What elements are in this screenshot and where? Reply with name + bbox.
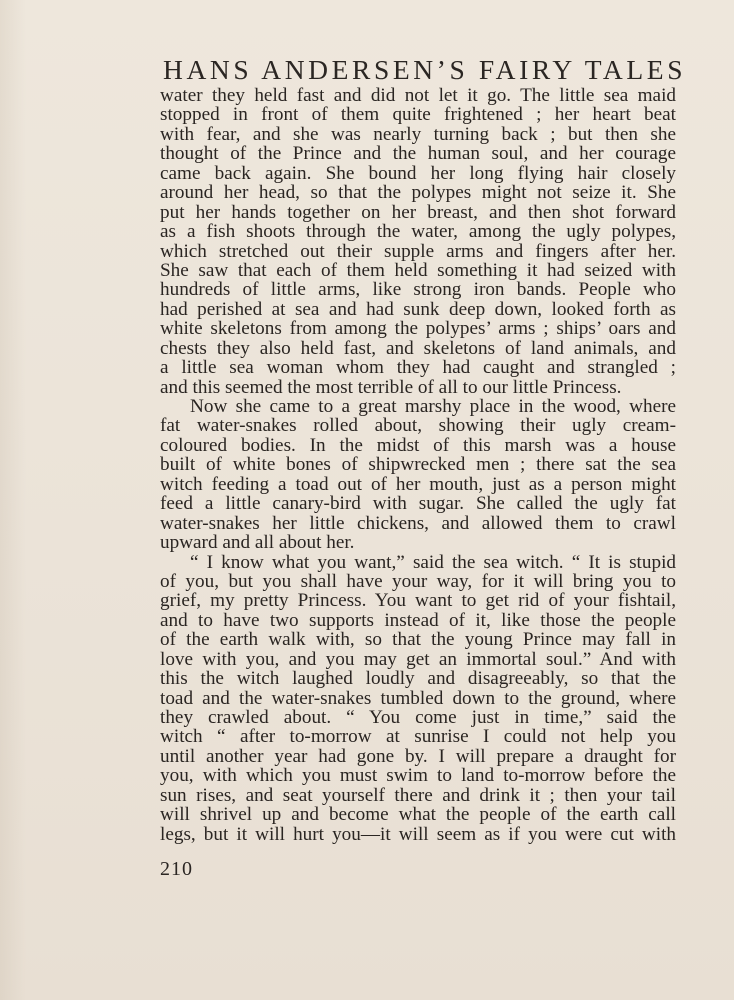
text-line: She saw that each of them held something it had seized with: [160, 259, 676, 281]
text-line: had perished at sea and had sunk deep down, looked forth as: [160, 298, 676, 320]
body-text: [160, 86, 676, 844]
text-line: coloured bodies. In the midst of this marsh was a house: [160, 434, 676, 456]
text-line: as a fish shoots through the water, among the ugly polypes,: [160, 221, 676, 243]
text-line: a little sea woman whom they had caught and strangled ;: [160, 357, 676, 379]
running-head: HANS ANDERSEN’S FAIRY TALES: [163, 54, 687, 85]
text-line: chests they also held fast, and skeletons of land animals, and: [160, 337, 676, 359]
text-line: with fear, and she was nearly turning back ; but then she: [160, 123, 676, 145]
text-line: grief, my pretty Princess. You want to get rid of your fishtail,: [160, 590, 676, 612]
text-line: built of white bones of shipwrecked men ; there sat the sea: [160, 454, 676, 476]
text-line: you, with which you must swim to land to-morrow before the: [160, 765, 676, 787]
text-line: legs, but it will hurt you—it will seem as if you were cut with: [160, 823, 676, 845]
text-line: they crawled about. “ You come just in time,” said the: [160, 707, 676, 728]
text-line: feed a little canary-bird with sugar. She called the ugly fat: [160, 493, 676, 515]
text-line: will shrivel up and become what the people of the earth call: [160, 804, 676, 826]
text-line: of the earth walk with, so that the young Prince may fall in: [160, 629, 676, 651]
page-number: 210: [160, 858, 193, 880]
text-line: thought of the Prince and the human soul, and her courage: [160, 143, 676, 165]
text-line: white skeletons from among the polypes’ arms ; ships’ oars and: [160, 318, 676, 340]
text-line: around her head, so that the polypes might not seize it. She: [160, 182, 676, 204]
paragraph-first-line: “ I know what you want,” said the sea witch. “ It is stupid: [190, 551, 676, 573]
text-line: which stretched out their supple arms and fingers after her.: [160, 240, 676, 262]
text-line: toad and the water-snakes tumbled down to the ground, where: [160, 687, 676, 709]
text-line: fat water-snakes rolled about, showing their ugly cream-: [160, 415, 676, 437]
text-line: put her hands together on her breast, and then shot forward: [160, 201, 676, 223]
text-line: stopped in front of them quite frightened ; her heart beat: [160, 104, 676, 126]
text-line: and to have two supports instead of it, like those the people: [160, 609, 676, 631]
text-line: hundreds of little arms, like strong iron bands. People who: [160, 279, 676, 301]
text-line: until another year had gone by. I will prepare a draught for: [160, 745, 676, 767]
text-line: upward and all about her.: [160, 532, 355, 554]
text-line: water-snakes her little chickens, and allowed them to crawl: [160, 512, 676, 534]
text-line: this the witch laughed loudly and disagreeably, so that the: [160, 668, 676, 690]
text-line: witch feeding a toad out of her mouth, just as a person might: [160, 473, 676, 495]
text-line: water they held fast and did not let it go. The little sea maid: [160, 85, 676, 106]
text-line: witch “ after to-morrow at sunrise I could not help you: [160, 726, 676, 748]
text-line: of you, but you shall have your way, for it will bring you to: [160, 570, 676, 592]
text-line: sun rises, and seat yourself there and drink it ; then your tail: [160, 784, 676, 806]
paragraph-first-line: Now she came to a great marshy place in the wood, where: [190, 396, 676, 417]
text-line: and this seemed the most terrible of all to our little Princess.: [160, 376, 622, 398]
text-line: came back again. She bound her long flying hair closely: [160, 162, 676, 184]
text-line: love with you, and you may get an immortal soul.” And with: [160, 648, 676, 670]
